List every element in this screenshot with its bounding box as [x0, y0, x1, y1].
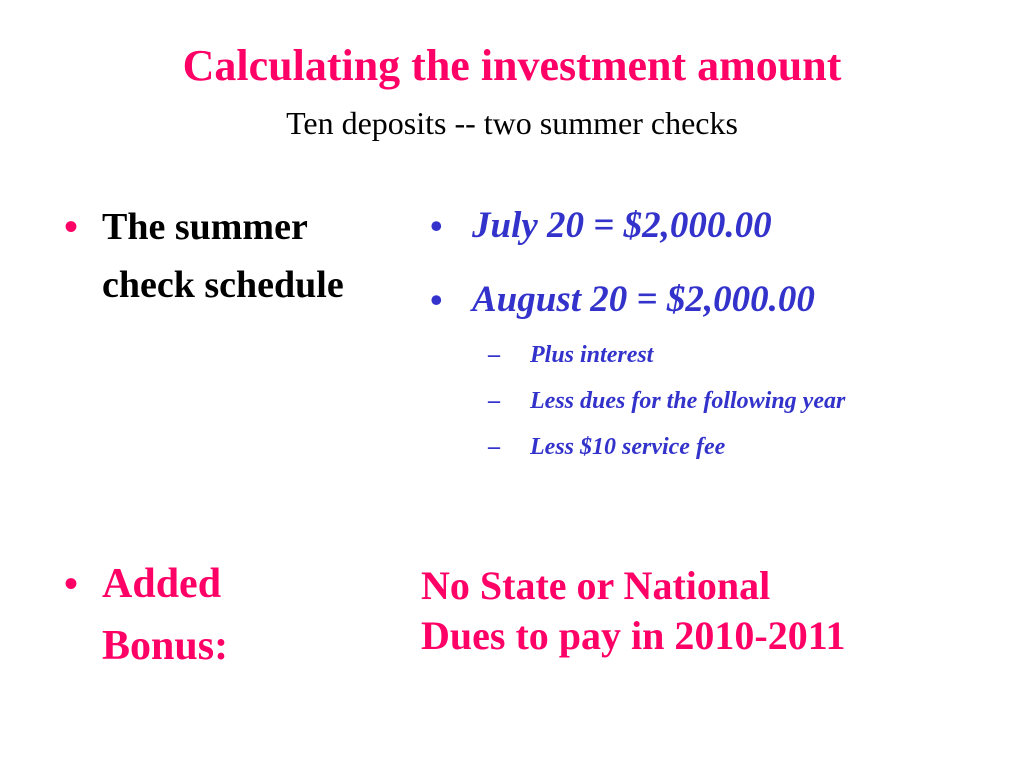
sub-text-dues: Less dues for the following year [530, 388, 846, 414]
bullet-text-bonus [102, 553, 228, 677]
bullet-line: check schedule [102, 264, 344, 306]
bullet-dot: • [430, 280, 443, 320]
slide-title: Calculating the investment amount [182, 41, 842, 90]
left-bullet-schedule [64, 198, 404, 314]
bullet-dot: • [64, 204, 79, 249]
sub-dash: – [488, 342, 500, 368]
bullet-text-schedule [102, 198, 344, 314]
sub-item-interest [488, 340, 988, 370]
sub-dash: – [488, 434, 500, 460]
bonus-note-line: No State or National [421, 563, 771, 608]
right-bullet-august [430, 274, 990, 326]
bullet-text-august: August 20 = $2,000.00 [472, 279, 815, 320]
right-bullet-july [430, 200, 990, 252]
sub-text-interest: Plus interest [530, 342, 654, 368]
bullet-line: Added [102, 561, 222, 607]
sub-item-fee [488, 432, 988, 462]
left-bullet-bonus [64, 553, 404, 677]
bullet-line: Bonus: [102, 623, 229, 669]
bullet-dot: • [430, 206, 443, 246]
sub-dash: – [488, 388, 500, 414]
sub-text-fee: Less $10 service fee [530, 434, 726, 460]
bullet-dot: • [64, 561, 79, 606]
bonus-note-line: Dues to pay in 2010-2011 [421, 613, 846, 658]
bonus-note [421, 561, 1001, 661]
bullet-text-july: July 20 = $2,000.00 [472, 205, 772, 246]
sub-item-dues [488, 386, 988, 416]
slide-subtitle: Ten deposits -- two summer checks [286, 105, 738, 141]
bullet-line: The summer [102, 206, 308, 248]
